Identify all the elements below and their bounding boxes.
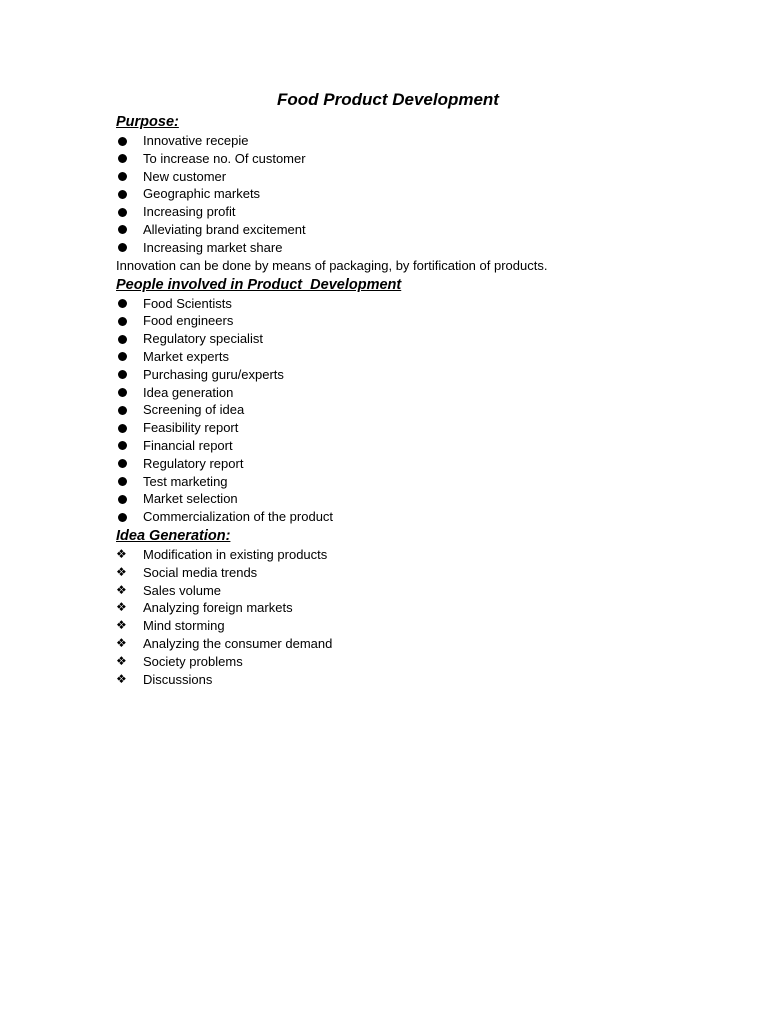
bullet-dot-icon xyxy=(118,495,127,504)
bullet-dot-icon xyxy=(118,513,127,522)
diamond-bullet-icon: ❖ xyxy=(116,618,127,633)
bullet-dot-icon xyxy=(118,172,127,181)
bullet-dot-icon xyxy=(118,154,127,163)
diamond-bullet-icon: ❖ xyxy=(116,546,127,561)
diamond-bullet-icon: ❖ xyxy=(116,653,127,668)
list-item: ❖ Social media trends xyxy=(116,564,258,580)
list-item: Regulatory report xyxy=(116,455,676,473)
diamond-bullet-icon: ❖ xyxy=(116,582,127,597)
bullet-dot-icon xyxy=(118,335,127,344)
list-item: Feasibility report xyxy=(116,419,676,437)
bullet-dot-icon xyxy=(118,225,127,234)
list-item: Geographic markets xyxy=(116,185,676,203)
bullet-dot-icon xyxy=(118,424,127,433)
people-heading: People involved in Product Development xyxy=(116,276,402,293)
document-title: Food Product Development xyxy=(277,90,499,109)
diamond-bullet-icon: ❖ xyxy=(116,635,127,650)
bullet-dot-icon xyxy=(118,441,127,450)
list-item: Screening of idea xyxy=(116,401,676,419)
list-item: ❖ Society problems xyxy=(116,653,243,669)
list-item: Regulatory specialist xyxy=(116,330,676,348)
purpose-list xyxy=(116,132,676,257)
list-item: ❖ Analyzing the consumer demand xyxy=(116,635,333,651)
list-item: Food engineers xyxy=(116,312,676,330)
list-item: Alleviating brand excitement xyxy=(116,221,676,239)
list-item: Test marketing xyxy=(116,473,676,491)
list-item: Idea generation xyxy=(116,384,676,402)
diamond-bullet-icon: ❖ xyxy=(116,564,127,579)
list-item: ❖ Mind storming xyxy=(116,618,225,634)
list-item: ❖ Discussions xyxy=(116,671,213,687)
list-item: Purchasing guru/experts xyxy=(116,366,676,384)
bullet-dot-icon xyxy=(118,370,127,379)
list-item: Market selection xyxy=(116,490,676,508)
bullet-dot-icon xyxy=(118,406,127,415)
idea-generation-heading: Idea Generation: xyxy=(116,527,231,544)
bullet-dot-icon xyxy=(118,243,127,252)
list-item: Innovative recepie xyxy=(116,132,676,150)
bullet-dot-icon xyxy=(118,208,127,217)
list-item: Increasing market share xyxy=(116,239,676,257)
list-item: To increase no. Of customer xyxy=(116,150,676,168)
list-item: Market experts xyxy=(116,348,676,366)
bullet-dot-icon xyxy=(118,299,127,308)
bullet-dot-icon xyxy=(118,317,127,326)
list-item: ❖ Modification in existing products xyxy=(116,546,328,562)
bullet-dot-icon xyxy=(118,190,127,199)
document-content xyxy=(116,88,676,688)
list-item: New customer xyxy=(116,168,676,186)
diamond-bullet-icon: ❖ xyxy=(116,671,127,686)
bullet-dot-icon xyxy=(118,352,127,361)
bullet-dot-icon xyxy=(118,477,127,486)
bullet-dot-icon xyxy=(118,137,127,146)
bullet-dot-icon xyxy=(118,388,127,397)
purpose-heading: Purpose: xyxy=(116,114,179,130)
list-item: ❖ Analyzing foreign markets xyxy=(116,600,293,616)
list-item: ❖ Sales volume xyxy=(116,582,222,598)
list-item: Food Scientists xyxy=(116,295,676,313)
diamond-bullet-icon: ❖ xyxy=(116,600,127,615)
purpose-note: Innovation can be done by means of packaging, by fortification of products. xyxy=(116,257,548,273)
bullet-dot-icon xyxy=(118,459,127,468)
list-item: Financial report xyxy=(116,437,676,455)
idea-generation-list xyxy=(116,546,676,688)
list-item: Increasing profit xyxy=(116,203,676,221)
list-item: Commercialization of the product xyxy=(116,508,676,526)
people-list xyxy=(116,295,676,526)
